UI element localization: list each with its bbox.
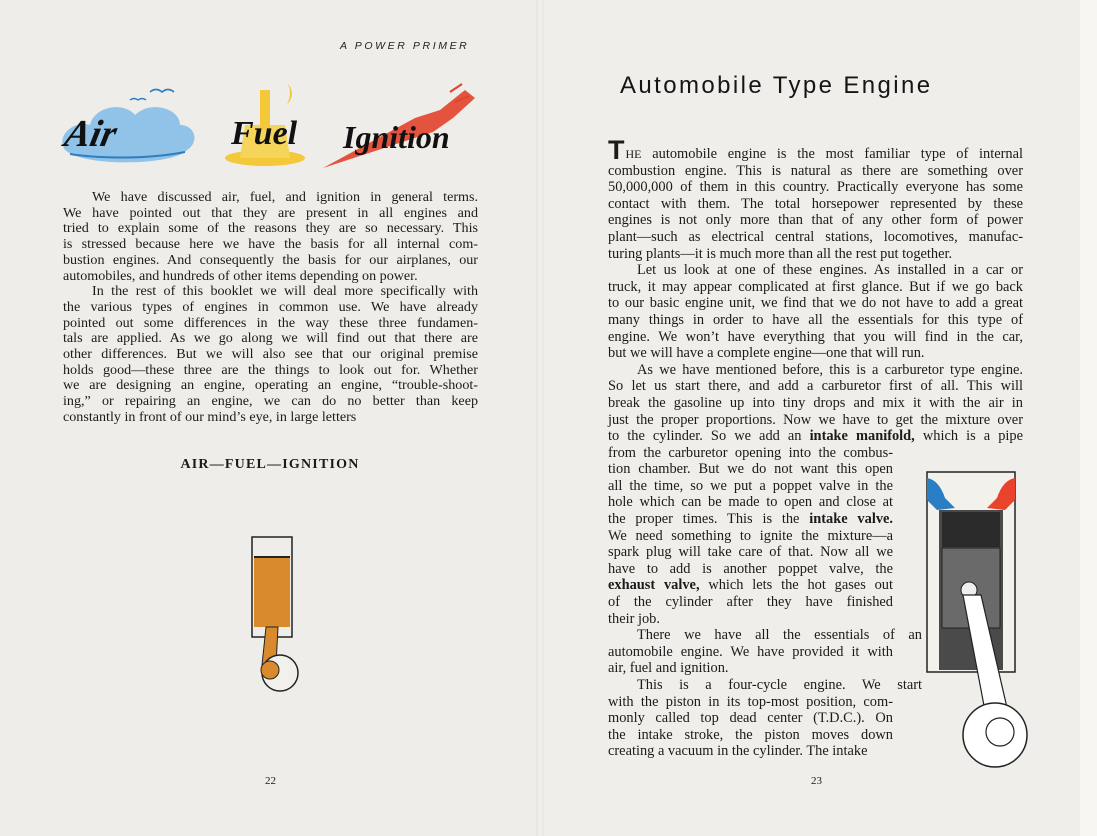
text-run: We need something to ignite the mixture—a bbox=[608, 527, 893, 544]
text-run: 50,000,000 of them in this country. Practically everyone has some bbox=[608, 179, 1023, 196]
text-line bbox=[608, 461, 893, 478]
text-run: In the rest of this booklet we will deal more specifically with bbox=[92, 283, 478, 300]
text-run: holds good—these three are the things to look out for. Whether bbox=[63, 361, 478, 378]
text-run: all the time, so we put a poppet valve in the bbox=[608, 477, 893, 494]
text-line bbox=[608, 644, 893, 661]
text-line bbox=[63, 269, 478, 285]
left-body-text bbox=[63, 190, 478, 426]
text-run: creating a vacuum in the cylinder. The intake bbox=[608, 743, 868, 760]
text-line bbox=[608, 246, 1023, 263]
text-line bbox=[608, 528, 893, 545]
text-line bbox=[63, 237, 478, 253]
text-line bbox=[63, 253, 478, 269]
text-run: which is a pipe bbox=[914, 428, 1024, 445]
text-line bbox=[608, 378, 1023, 395]
book-gutter bbox=[536, 0, 544, 836]
text-line bbox=[608, 412, 1023, 429]
text-run: we are designing an engine, operating an engine, “trouble-shoot- bbox=[63, 377, 478, 394]
text-run: ing,” or repairing an engine, we can do no better than keep bbox=[63, 393, 478, 410]
text-run: So let us start there, and add a carburetor first of all. This will bbox=[608, 378, 1023, 395]
text-run: air, fuel and ignition. bbox=[608, 660, 729, 677]
text-line bbox=[608, 544, 893, 561]
text-run: is stressed because here we have the basis for all internal com- bbox=[63, 236, 478, 253]
text-line bbox=[608, 428, 1023, 445]
page-title: Automobile Type Engine bbox=[620, 72, 933, 99]
page-number-right: 23 bbox=[811, 775, 822, 787]
text-line bbox=[63, 300, 478, 316]
air-label: Air bbox=[61, 113, 121, 155]
text-run: have to add is another poppet valve, the bbox=[608, 560, 893, 577]
text-line bbox=[608, 212, 1023, 229]
text-line bbox=[608, 179, 1023, 196]
text-run: with the piston in its top-most position, com- bbox=[608, 693, 893, 710]
text-line bbox=[608, 710, 893, 727]
text-line bbox=[608, 627, 922, 644]
text-line bbox=[608, 445, 893, 462]
text-line bbox=[63, 221, 478, 237]
text-line bbox=[63, 347, 478, 363]
text-run: to the cylinder. So we add an bbox=[608, 428, 810, 445]
text-run: automobile engine is the most familiar type of internal bbox=[641, 146, 1023, 162]
text-run: other differences. But we will also see that our original premise bbox=[63, 346, 478, 363]
text-run: engine. We won’t have everything that you will find in the car, bbox=[608, 328, 1023, 345]
text-run: but we will have a complete engine—one that will run. bbox=[608, 345, 925, 362]
text-line bbox=[608, 362, 1023, 379]
text-run: which lets the hot gases out bbox=[699, 577, 893, 594]
page-number-left: 22 bbox=[265, 775, 276, 787]
text-line bbox=[608, 727, 893, 744]
text-run: Let us look at one of these engines. As installed in a car or bbox=[637, 262, 1023, 279]
text-run: just the proper proportions. Now we have to get the mixture over bbox=[608, 411, 1023, 428]
text-run: of the cylinder after they have finished bbox=[608, 594, 893, 611]
text-line bbox=[608, 395, 1023, 412]
text-run: from the carburetor opening into the combus- bbox=[608, 444, 893, 461]
text-run: pointed out some differences in the way these three fundamen- bbox=[63, 314, 478, 331]
text-line bbox=[63, 378, 478, 394]
text-run: hole which can be made to open and close at bbox=[608, 494, 893, 511]
text-run: constantly in front of our mind’s eye, in large letters bbox=[63, 408, 357, 425]
text-run: many things in order to have all the essentials for this type of bbox=[608, 311, 1023, 328]
text-line bbox=[608, 163, 1023, 180]
text-run: There we have all the essentials of an bbox=[637, 627, 922, 644]
text-run: spark plug will take care of that. Now all we bbox=[608, 544, 893, 561]
text-line bbox=[63, 394, 478, 410]
air-fuel-ignition-header-art bbox=[55, 80, 485, 175]
text-line bbox=[608, 694, 893, 711]
text-run: automobiles, and hundreds of other items depending on power. bbox=[63, 267, 418, 284]
bold-term: intake manifold, bbox=[809, 428, 915, 445]
text-line bbox=[608, 295, 1023, 312]
bold-term: intake valve. bbox=[809, 511, 894, 528]
text-run: monly called top dead center (T.D.C.). On bbox=[608, 710, 893, 727]
drop-cap: T bbox=[608, 135, 625, 165]
text-run: their job. bbox=[608, 610, 660, 627]
fuel-label: Fuel bbox=[231, 115, 298, 152]
text-run: to our basic engine unit, we find that we do not have to add a great bbox=[608, 295, 1023, 312]
text-run: turing plants—it is much more than all the rest put together. bbox=[608, 245, 953, 262]
text-line bbox=[608, 279, 1023, 296]
text-line bbox=[608, 561, 893, 578]
piston-illustration bbox=[240, 535, 310, 705]
text-line bbox=[608, 743, 893, 760]
ignition-label: Ignition bbox=[343, 119, 450, 155]
text-line bbox=[63, 206, 478, 222]
running-head: A POWER PRIMER bbox=[340, 40, 470, 52]
text-run: plant—such as electrical central stations, locomotives, manufac- bbox=[608, 228, 1023, 245]
text-line bbox=[608, 677, 922, 694]
text-line bbox=[608, 511, 893, 528]
text-run: the various types of engines in common use. We have already bbox=[63, 298, 478, 315]
text-line bbox=[608, 494, 893, 511]
engine-cylinder-illustration bbox=[925, 470, 1040, 780]
text-line bbox=[608, 660, 893, 677]
bold-term: exhaust valve, bbox=[608, 577, 700, 594]
text-run: tals are applied. As we go along we will find out that there are bbox=[63, 330, 478, 347]
text-run: automobile engine. We have provided it with bbox=[608, 643, 893, 660]
text-line bbox=[608, 229, 1023, 246]
text-line bbox=[63, 331, 478, 347]
text-run: the intake stroke, the piston moves down bbox=[608, 726, 893, 743]
text-line bbox=[608, 611, 893, 628]
text-run: tion chamber. But we do not want this open bbox=[608, 461, 893, 478]
text-line bbox=[63, 363, 478, 379]
text-run: the proper times. This is the bbox=[608, 511, 810, 528]
text-run: We have pointed out that they are present in all engines and bbox=[63, 204, 478, 221]
text-line bbox=[608, 312, 1023, 329]
text-line bbox=[608, 262, 1023, 279]
text-line bbox=[63, 190, 478, 206]
text-line bbox=[63, 284, 478, 300]
text-line bbox=[608, 329, 1023, 346]
text-line bbox=[608, 345, 1023, 362]
text-run: tried to explain some of the reasons they are so necessary. This bbox=[63, 220, 478, 237]
text-run: truck, it may appear complicated at first glance. But if we go back bbox=[608, 278, 1023, 295]
text-run: As we have mentioned before, this is a carburetor type engine. bbox=[637, 361, 1023, 378]
text-run: combustion engine. This is natural as there are something over bbox=[608, 162, 1023, 179]
text-line bbox=[608, 478, 893, 495]
text-run: contact with them. The total horsepower represented by these bbox=[608, 195, 1023, 212]
text-line bbox=[608, 594, 893, 611]
text-run: We have discussed air, fuel, and ignition in general terms. bbox=[92, 189, 478, 205]
text-run: HE bbox=[625, 147, 642, 161]
text-line bbox=[63, 316, 478, 332]
text-line bbox=[608, 135, 1023, 165]
text-run: break the gasoline up into tiny drops and mix it with the air in bbox=[608, 394, 1023, 411]
text-run: engines is not only more than that of any other form of power bbox=[608, 212, 1023, 229]
text-run: This is a four-cycle engine. We start bbox=[637, 677, 922, 693]
text-run: bustion engines. And consequently the basis for our airplanes, our bbox=[63, 251, 478, 268]
slogan: AIR—FUEL—IGNITION bbox=[180, 457, 360, 472]
text-line bbox=[63, 410, 478, 426]
text-line bbox=[608, 196, 1023, 213]
text-line bbox=[608, 577, 893, 594]
